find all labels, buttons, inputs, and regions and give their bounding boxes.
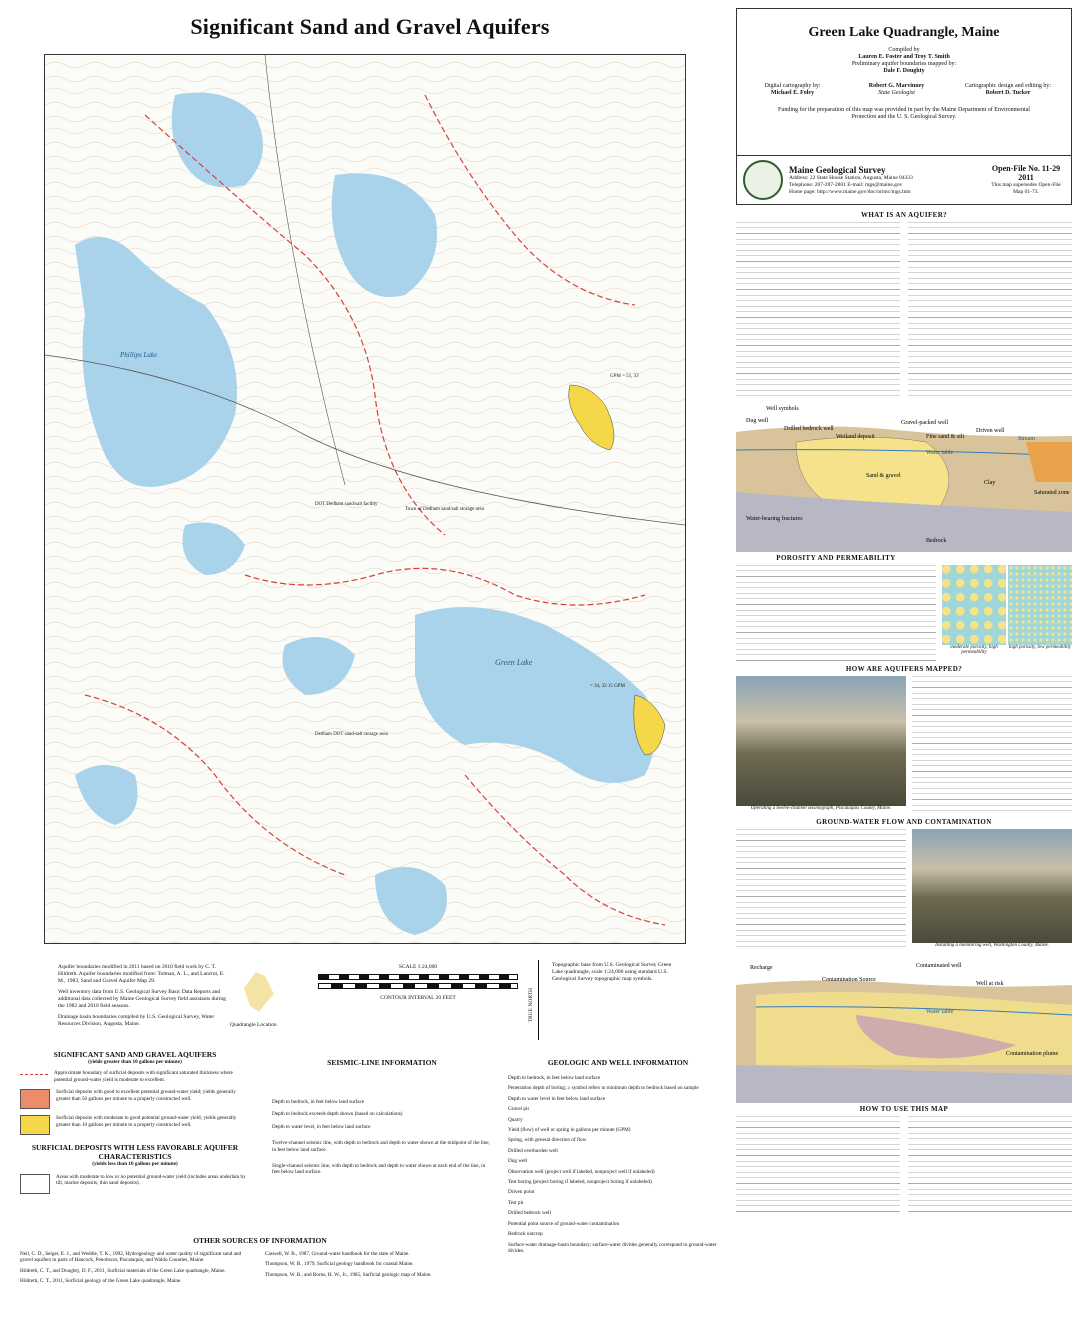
quad-heading: Green Lake Quadrangle, Maine xyxy=(808,25,1000,40)
aquifer-cross-section xyxy=(736,402,1072,552)
facility-label-2: Town of Dedham sand/salt storage area xyxy=(405,507,484,512)
geo-8: Drilled overburden well xyxy=(508,1147,558,1154)
other-sources xyxy=(20,1236,500,1285)
geo-10: Observation well (project well if labeled, nonproject well if unlabeled) xyxy=(508,1168,655,1175)
legend-geologic xyxy=(508,1058,728,1254)
section-howto-heading: HOW TO USE THIS MAP xyxy=(859,1105,949,1113)
porosity-diagram xyxy=(942,565,1072,661)
title-box xyxy=(736,8,1072,156)
geo-1: Depth to bedrock, in feet below land surface xyxy=(508,1075,601,1081)
boundary-swatch xyxy=(20,1074,48,1083)
ref-1: Neil, C. D., Seiger, E. J., and Weddle, T. K., 1992, Hydrogeology and water quality of significant sand and gravel aquifers in parts of Hancock, Penobscot, Piscataquis, and Waldo Counties, Maine. xyxy=(20,1251,242,1264)
geo-16: Bedrock outcrop xyxy=(508,1231,543,1238)
geo-2: Penetration depth of boring; ≥ symbol refers to minimum depth to bedrock based on sample xyxy=(508,1085,699,1092)
legend-seismic xyxy=(272,1058,492,1176)
seismic-3: Depth to water level, in feet below land surface xyxy=(272,1123,371,1130)
fractures-label: Water-bearing fractures xyxy=(746,516,803,522)
porosity-high-icon xyxy=(1008,565,1072,645)
section-aquifer-heading: WHAT IS AN AQUIFER? xyxy=(860,211,948,219)
plume-label: Contamination plume xyxy=(1006,1051,1059,1057)
geo-5: Quarry xyxy=(508,1116,523,1123)
compilers: Lauren E. Foster and Troy T. Smith xyxy=(858,54,950,60)
note-1: Aquifer boundaries modified in 2011 based on 2010 field work by C. T. Hildreth. Aquifer boundaries modified from: Tolman, A. L., and Lanctot, E. M., 1983, Sand and Gravel Aquifer Map 29. xyxy=(58,964,225,984)
legend-item-4: Areas with moderate to low or no potential ground-water yield (includes areas underlain by till, marine deposits, thin sand deposits). xyxy=(56,1173,246,1187)
scale-bar xyxy=(318,974,518,980)
orange-swatch xyxy=(20,1089,50,1109)
contamination-diagram xyxy=(736,955,1072,1103)
prelim-author: Dale F. Doughty xyxy=(883,68,925,74)
seismic-2: Depth to bedrock exceeds depth shown (based on calculations) xyxy=(272,1111,403,1118)
design-label: Cartographic design and editing by: xyxy=(965,83,1051,89)
howto-text-col-2 xyxy=(908,1116,1072,1212)
north-arrow xyxy=(538,960,539,1040)
quad-location-label: Quadrangle Location xyxy=(230,1022,277,1028)
contam-water-table-label: Water table xyxy=(926,1009,954,1015)
mgs-seal-icon xyxy=(743,160,783,200)
legend-item-2: Surficial deposits with good to excellent potential ground-water yield; yields generally greater than 50 gallons per minute to a properly constructed well. xyxy=(56,1089,236,1102)
prelim-label: Preliminary aquifer boundaries mapped by: xyxy=(851,61,957,67)
legend-item-3: Surficial deposits with moderate to good potential ground-water yield; yields generally greater than 10 gallons per minute to a properly constructed well. xyxy=(56,1115,237,1128)
design-author: Robert D. Tucker xyxy=(985,90,1031,96)
ref-2: Hildreth, C. T., and Doughty, D. F., 2011, Surficial materials of the Green Lake quadrangle, Maine. xyxy=(20,1267,226,1274)
fine-sand-label: Fine sand & silt xyxy=(926,434,965,440)
bedrock-label: Bedrock xyxy=(926,538,947,544)
gpm-label-1: GPM = 51, 33 xyxy=(610,374,639,379)
geo-3: Depth to water level in feet below land surface xyxy=(508,1095,606,1102)
note-3: Drainage basin boundaries compiled by U.S. Geological Survey, Water Resources Division, Augusta, Maine. xyxy=(58,1014,215,1027)
facility-label-3: Dedham DOT sand-salt storage area xyxy=(315,732,388,737)
wetland-label: Wetland deposit xyxy=(836,434,875,440)
digital-author: Michael E. Foley xyxy=(770,90,815,96)
aquifer-text xyxy=(736,222,1072,398)
porosity-text xyxy=(736,565,936,661)
aquifer-text-col-2 xyxy=(908,222,1072,398)
geo-14: Drilled bedrock well xyxy=(508,1210,551,1217)
clay-label: Clay xyxy=(984,480,996,486)
porosity-moderate-icon xyxy=(942,565,1006,645)
lake-label-green: Green Lake xyxy=(495,658,533,667)
photo-caption-1: Operating a twelve-channel seismograph, Piscataquis County, Maine. xyxy=(750,806,892,811)
stream-label: Stream xyxy=(1018,436,1035,442)
contour-interval: CONTOUR INTERVAL 20 FEET xyxy=(380,995,456,1001)
state-geologist: Robert G. Marvinney xyxy=(868,83,925,89)
dug-well-label: Dug well xyxy=(746,418,769,424)
scale-ratio: SCALE 1:24,000 xyxy=(398,964,438,970)
legend-item-1: Approximate boundary of surficial deposits with significant saturated thickness where potential ground-water yield is moderate to excellent. xyxy=(54,1070,233,1083)
survey-telephone: Telephone: 207-287-2801 E-mail: mgs@maine.gov xyxy=(789,181,903,188)
legend-less-sub: (yields less than 10 gallons per minute) xyxy=(92,1161,178,1168)
map-area[interactable] xyxy=(44,54,686,944)
geo-17: Surface-water drainage-basin boundary; surface-water divides generally correspond to ground-water divides. xyxy=(508,1241,717,1254)
groundwater-text xyxy=(736,829,906,951)
right-panel xyxy=(736,8,1072,1212)
ref-4: Caswell, W. B., 1987, Ground-water handbook for the state of Maine. xyxy=(265,1251,410,1257)
seismic-1: Depth to bedrock, in feet below land surface xyxy=(272,1099,365,1105)
map-title: Significant Sand and Gravel Aquifers xyxy=(190,14,550,39)
geo-7: Spring, with general direction of flow xyxy=(508,1137,587,1144)
survey-address: Address: 22 State House Station, Augusta, Maine 04333 xyxy=(789,174,913,181)
geologic-heading: GEOLOGIC AND WELL INFORMATION xyxy=(547,1058,689,1067)
other-heading: OTHER SOURCES OF INFORMATION xyxy=(193,1236,327,1245)
photo-caption-2: Installing a monitoring well, Washington County, Maine. xyxy=(935,943,1049,948)
howto-text xyxy=(736,1116,1072,1212)
high-caption: high porosity, low permeability xyxy=(1008,645,1072,650)
ref-6: Thompson, W. B., and Borns, H. W., Jr., 1985, Surficial geologic map of Maine. xyxy=(265,1271,432,1278)
scale-bar-km xyxy=(318,983,518,989)
geo-12: Driven point xyxy=(508,1189,535,1196)
gpm-label-2: = 34, 32 15 GPM xyxy=(590,684,625,689)
map-notes xyxy=(58,964,228,1028)
geo-6: Yield (flow) of well or spring in gallons per minute (GPM) xyxy=(508,1127,631,1134)
monitoring-well-photo xyxy=(912,829,1072,943)
yellow-swatch xyxy=(20,1115,50,1135)
moderate-caption: moderate porosity, high permeability xyxy=(950,645,998,655)
geo-11: Test boring (project boring if labeled, nonproject boring if unlabeled) xyxy=(508,1179,652,1186)
legend-aquifers xyxy=(20,1050,250,1194)
seismic-heading: SEISMIC-LINE INFORMATION xyxy=(327,1058,437,1067)
true-north-label: TRUE NORTH xyxy=(528,988,534,1023)
state-geologist-title: State Geologist xyxy=(878,90,915,96)
legend-aquifers-heading: SIGNIFICANT SAND AND GRAVEL AQUIFERS xyxy=(53,1050,217,1059)
digital-label: Digital cartography by: xyxy=(764,83,821,89)
note-2: Well inventory data from U.S. Geological Survey Basic Data Reports and additional data collected by Maine Geological Survey field assistants during the 1982 and 2010 field seasons. xyxy=(58,989,226,1009)
geo-13: Test pit xyxy=(508,1199,524,1206)
saturated-zone-label: Saturated zone xyxy=(1034,490,1070,496)
survey-name: Maine Geological Survey xyxy=(789,164,886,175)
geo-4: Gravel pit xyxy=(508,1106,529,1113)
legend-less-heading: SURFICIAL DEPOSITS WITH LESS FAVORABLE AQUIFER CHARACTERISTICS xyxy=(31,1143,239,1162)
aquifer-text-col-1 xyxy=(736,222,900,398)
topographic-map[interactable] xyxy=(45,55,685,943)
supersedes-note: This map supersedes Open-File Map 01-73. xyxy=(991,182,1061,195)
survey-box xyxy=(736,156,1072,205)
section-mapped-heading: HOW ARE AQUIFERS MAPPED? xyxy=(845,665,963,673)
drilled-bedrock-label: Drilled bedrock well xyxy=(784,426,834,432)
seismic-5: Single-channel seismic line, with depth to bedrock and depth to water shown at each end of the line, in feet below land surface. xyxy=(272,1163,486,1176)
facility-label-1: DOT Dedham sand/salt facility xyxy=(315,502,378,507)
contamination-source-label: Contamination Source xyxy=(822,977,876,983)
recharge-label: Recharge xyxy=(750,965,773,971)
geo-9: Dug well xyxy=(508,1158,528,1165)
geo-15: Potential point source of ground-water contamination xyxy=(508,1220,620,1227)
mapped-text xyxy=(912,676,1072,814)
open-file-number: Open-File No. 11-29 xyxy=(991,164,1061,173)
sand-gravel-label: Sand & gravel xyxy=(866,473,901,479)
section-groundwater-heading: GROUND-WATER FLOW AND CONTAMINATION xyxy=(816,818,992,826)
driven-well-label: Driven well xyxy=(976,428,1005,434)
well-at-risk-label: Well at risk xyxy=(976,981,1004,987)
well-symbols-label: Well symbols xyxy=(766,406,799,412)
funding-note: Funding for the preparation of this map was provided in part by the Maine Department of Environmental Protection and the U. S. Geological Survey. xyxy=(778,107,1030,120)
section-porosity-heading: POROSITY AND PERMEABILITY xyxy=(776,554,896,562)
gravel-packed-label: Gravel-packed well xyxy=(901,420,949,426)
ref-5: Thompson, W. B., 1979, Surficial geology handbook for coastal Maine. xyxy=(265,1261,414,1268)
base-note: Topographic base from U.S. Geological Survey Green Lake quadrangle, scale 1:24,000 using standard U.S. Geological Survey topographic map symbols. xyxy=(552,962,672,982)
contaminated-well-label: Contaminated well xyxy=(916,963,962,969)
water-table-label: Water table xyxy=(926,450,954,456)
white-swatch xyxy=(20,1174,50,1194)
howto-text-col-1 xyxy=(736,1116,900,1212)
ref-3: Hildreth, C. T., 2011, Surficial geology of the Green Lake quadrangle, Maine. xyxy=(20,1278,182,1285)
seismograph-photo xyxy=(736,676,906,806)
maine-locator-map xyxy=(244,972,274,1012)
survey-homepage[interactable]: Home page: http://www.maine.gov/doc/nrimc/mgs.htm xyxy=(789,188,911,195)
legend-aquifers-sub: (yields greater than 10 gallons per minute) xyxy=(88,1059,182,1065)
compiled-label: Compiled by xyxy=(888,47,920,53)
seismic-4: Twelve-channel seismic line, with depth to bedrock and depth to water shown at the midpoint of the line, in feet below land surface. xyxy=(272,1140,490,1153)
open-file-year: 2011 xyxy=(1018,173,1034,182)
lake-label-phillips: Phillips Lake xyxy=(120,351,158,359)
scale-block xyxy=(318,964,518,1002)
